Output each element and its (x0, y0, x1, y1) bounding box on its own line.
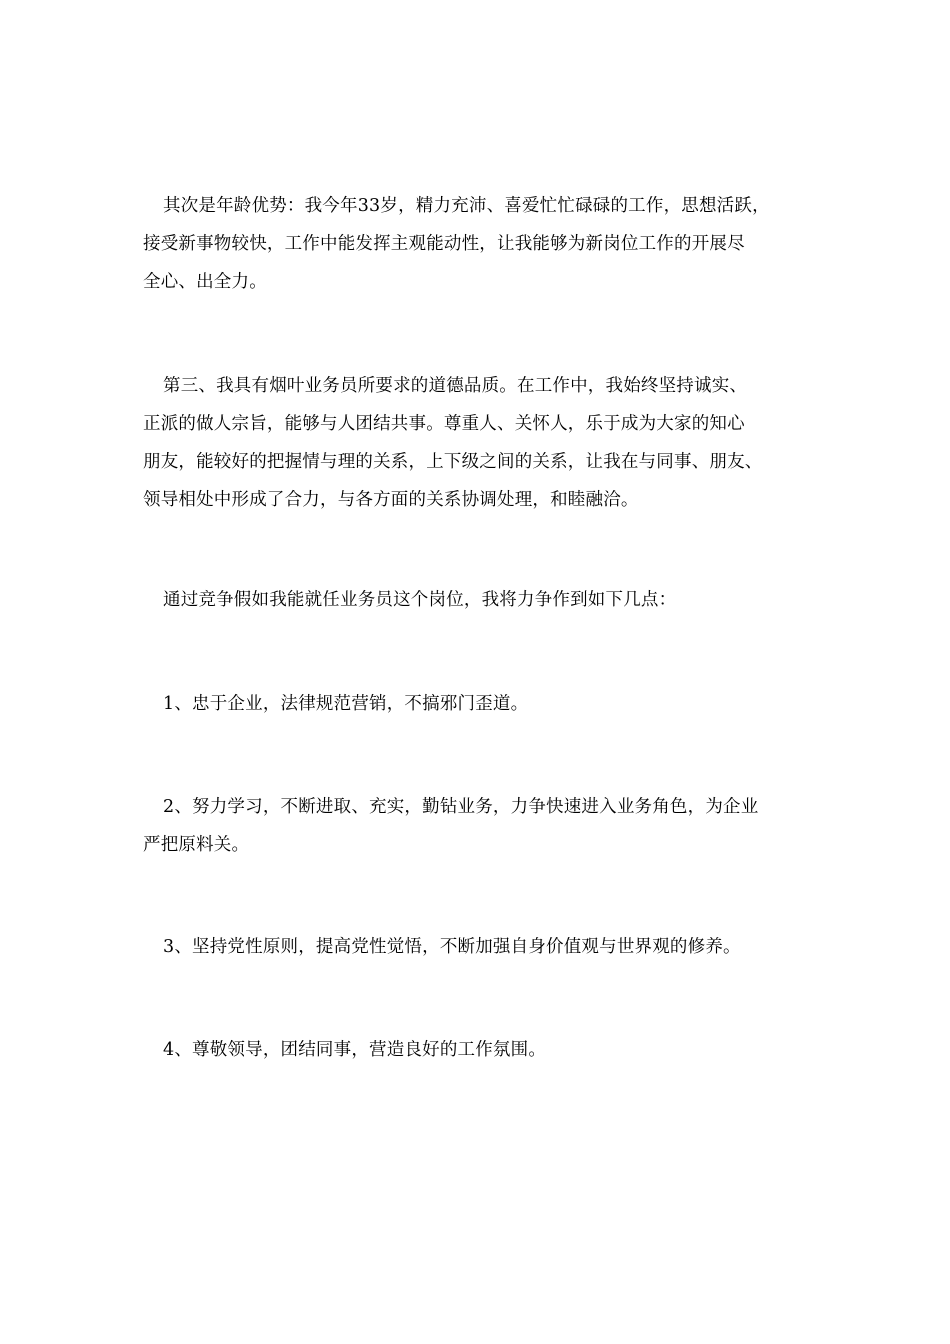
paragraph-line: 领导相处中形成了合力，与各方面的关系协调处理，和睦融洽。 (143, 490, 639, 510)
paragraph-line: 第三、我具有烟叶业务员所要求的道德品质。在工作中，我始终坚持诚实、 (163, 376, 748, 396)
list-item-1 (143, 685, 813, 723)
paragraph-line: 接受新事物较快，工作中能发挥主观能动性，让我能够为新岗位工作的开展尽 (143, 234, 745, 254)
paragraph-commitment-intro (143, 581, 813, 619)
paragraph-line: 1、忠于企业，法律规范营销，不搞邪门歪道。 (163, 694, 529, 714)
paragraph-line: 正派的做人宗旨，能够与人团结共事。尊重人、关怀人，乐于成为大家的知心 (143, 414, 745, 434)
paragraph-line: 其次是年龄优势：我今年33岁，精力充沛、喜爱忙忙碌碌的工作，思想活跃， (163, 196, 770, 216)
paragraph-line: 全心、出全力。 (143, 272, 267, 292)
paragraph-moral-quality (143, 367, 813, 519)
paragraph-line: 3、坚持党性原则，提高党性觉悟，不断加强自身价值观与世界观的修养。 (163, 937, 741, 957)
list-item-3 (143, 928, 813, 966)
paragraph-line: 通过竞争假如我能就任业务员这个岗位，我将力争作到如下几点： (163, 590, 677, 610)
list-item-4 (143, 1031, 813, 1069)
paragraph-age-advantage (143, 187, 813, 301)
list-item-2 (143, 788, 813, 864)
paragraph-line: 4、尊敬领导，团结同事，营造良好的工作氛围。 (163, 1040, 547, 1060)
paragraph-line: 2、努力学习，不断进取、充实，勤钻业务，力争快速进入业务角色，为企业 (163, 797, 759, 817)
paragraph-line: 朋友，能较好的把握情与理的关系，上下级之间的关系，让我在与同事、朋友、 (143, 452, 763, 472)
paragraph-line: 严把原料关。 (143, 835, 250, 855)
